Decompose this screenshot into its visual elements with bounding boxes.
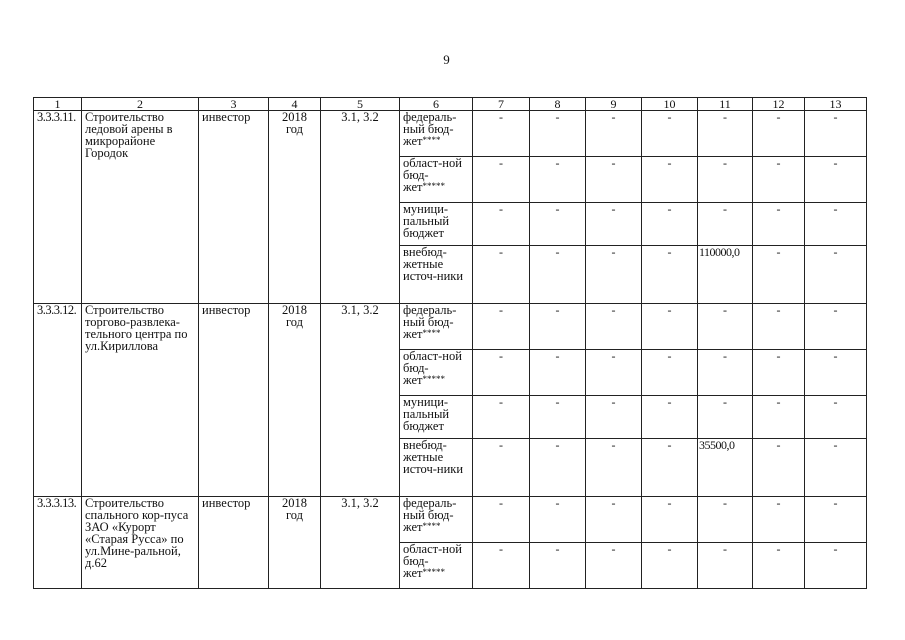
column-header: 11 (698, 98, 753, 111)
item-number: 3.3.3.12. (34, 304, 82, 497)
footnote-mark: ***** (422, 567, 445, 577)
empty-value: - (473, 111, 530, 157)
footnote-mark: **** (422, 135, 441, 145)
column-header: 9 (586, 98, 642, 111)
empty-value: - (586, 350, 642, 396)
empty-value: - (753, 350, 805, 396)
item-executor: инвестор (199, 111, 269, 304)
table-row (34, 111, 867, 157)
item-executor: инвестор (199, 497, 269, 589)
empty-value: - (698, 396, 753, 439)
empty-value: - (586, 543, 642, 589)
empty-value: - (642, 543, 698, 589)
empty-value: - (473, 203, 530, 246)
empty-value: - (642, 203, 698, 246)
empty-value: - (473, 157, 530, 203)
column-header: 3 (199, 98, 269, 111)
item-indicators: 3.1, 3.2 (321, 497, 400, 589)
empty-value: - (530, 203, 586, 246)
funding-source-label: муници-пальный бюджет (403, 395, 450, 433)
column-header: 10 (642, 98, 698, 111)
item-number: 3.3.3.13. (34, 497, 82, 589)
program-table (33, 97, 867, 589)
empty-value: - (753, 246, 805, 304)
empty-value: - (473, 396, 530, 439)
empty-value: - (698, 497, 753, 543)
empty-value: - (473, 246, 530, 304)
funding-source (400, 439, 473, 497)
funding-source (400, 396, 473, 439)
empty-value: - (642, 157, 698, 203)
funding-source-label: област-ной бюд-жет (403, 156, 462, 194)
empty-value: - (530, 543, 586, 589)
empty-value: - (586, 111, 642, 157)
column-header: 12 (753, 98, 805, 111)
empty-value: - (642, 439, 698, 497)
footnote-mark: **** (422, 521, 441, 531)
funding-source (400, 304, 473, 350)
empty-value: - (530, 439, 586, 497)
item-executor: инвестор (199, 304, 269, 497)
empty-value: - (473, 543, 530, 589)
item-indicators: 3.1, 3.2 (321, 111, 400, 304)
empty-value: - (805, 350, 867, 396)
empty-value: - (698, 350, 753, 396)
funding-source (400, 157, 473, 203)
empty-value: - (473, 350, 530, 396)
column-header: 2 (82, 98, 199, 111)
funding-source (400, 543, 473, 589)
empty-value: - (642, 111, 698, 157)
empty-value: - (805, 111, 867, 157)
empty-value: - (753, 203, 805, 246)
empty-value: - (530, 396, 586, 439)
empty-value: - (473, 304, 530, 350)
empty-value: - (805, 497, 867, 543)
empty-value: - (586, 396, 642, 439)
funding-source (400, 111, 473, 157)
empty-value: - (642, 497, 698, 543)
empty-value: - (642, 350, 698, 396)
page-number: 9 (443, 52, 450, 67)
funding-source-label: федераль-ный бюд-жет (403, 496, 457, 534)
empty-value: - (642, 304, 698, 350)
funding-source-label: внебюд-жетные источ-ники (403, 438, 464, 476)
funding-source-label: област-ной бюд-жет (403, 542, 462, 580)
empty-value: - (586, 304, 642, 350)
funding-source (400, 203, 473, 246)
empty-value: - (530, 111, 586, 157)
empty-value: - (753, 157, 805, 203)
funding-source-label: федераль-ный бюд-жет (403, 110, 457, 148)
funding-source (400, 246, 473, 304)
empty-value: - (698, 543, 753, 589)
amount-value: 110000,0 (698, 246, 753, 304)
column-header: 6 (400, 98, 473, 111)
funding-source-label: област-ной бюд-жет (403, 349, 462, 387)
amount-value: 35500,0 (698, 439, 753, 497)
empty-value: - (805, 439, 867, 497)
table-row (34, 497, 867, 543)
empty-value: - (753, 304, 805, 350)
item-year: 2018 год (269, 304, 321, 497)
empty-value: - (753, 439, 805, 497)
empty-value: - (805, 157, 867, 203)
empty-value: - (586, 246, 642, 304)
column-header: 8 (530, 98, 586, 111)
funding-source (400, 350, 473, 396)
funding-source-label: внебюд-жетные источ-ники (403, 245, 464, 283)
item-name: Строительство торгово-развлека-тельного центра по ул.Кириллова (82, 304, 199, 497)
empty-value: - (753, 543, 805, 589)
empty-value: - (642, 396, 698, 439)
empty-value: - (698, 203, 753, 246)
empty-value: - (753, 396, 805, 439)
column-header: 4 (269, 98, 321, 111)
empty-value: - (698, 111, 753, 157)
empty-value: - (473, 497, 530, 543)
empty-value: - (698, 304, 753, 350)
footnote-mark: **** (422, 328, 441, 338)
empty-value: - (698, 157, 753, 203)
empty-value: - (530, 497, 586, 543)
item-indicators: 3.1, 3.2 (321, 304, 400, 497)
empty-value: - (805, 396, 867, 439)
empty-value: - (586, 203, 642, 246)
empty-value: - (805, 543, 867, 589)
empty-value: - (586, 439, 642, 497)
item-name: Строительство ледовой арены в микрорайоне Городок (82, 111, 199, 304)
column-numbers-row (34, 98, 867, 111)
empty-value: - (753, 111, 805, 157)
empty-value: - (530, 350, 586, 396)
empty-value: - (530, 246, 586, 304)
footnote-mark: ***** (422, 181, 445, 191)
empty-value: - (530, 304, 586, 350)
empty-value: - (805, 304, 867, 350)
footnote-mark: ***** (422, 374, 445, 384)
item-name: Строительство спального кор-пуса ЗАО «Курорт «Старая Русса» по ул.Мине-ральной, д.62 (82, 497, 199, 589)
funding-source-label: муници-пальный бюджет (403, 202, 450, 240)
table-body (34, 98, 867, 589)
column-header: 5 (321, 98, 400, 111)
empty-value: - (642, 246, 698, 304)
empty-value: - (805, 203, 867, 246)
item-year: 2018 год (269, 497, 321, 589)
item-number: 3.3.3.11. (34, 111, 82, 304)
empty-value: - (586, 497, 642, 543)
empty-value: - (586, 157, 642, 203)
column-header: 13 (805, 98, 867, 111)
empty-value: - (473, 439, 530, 497)
funding-source-label: федераль-ный бюд-жет (403, 303, 457, 341)
column-header: 1 (34, 98, 82, 111)
item-year: 2018 год (269, 111, 321, 304)
empty-value: - (805, 246, 867, 304)
empty-value: - (530, 157, 586, 203)
table-row (34, 304, 867, 350)
column-header: 7 (473, 98, 530, 111)
funding-source (400, 497, 473, 543)
empty-value: - (753, 497, 805, 543)
